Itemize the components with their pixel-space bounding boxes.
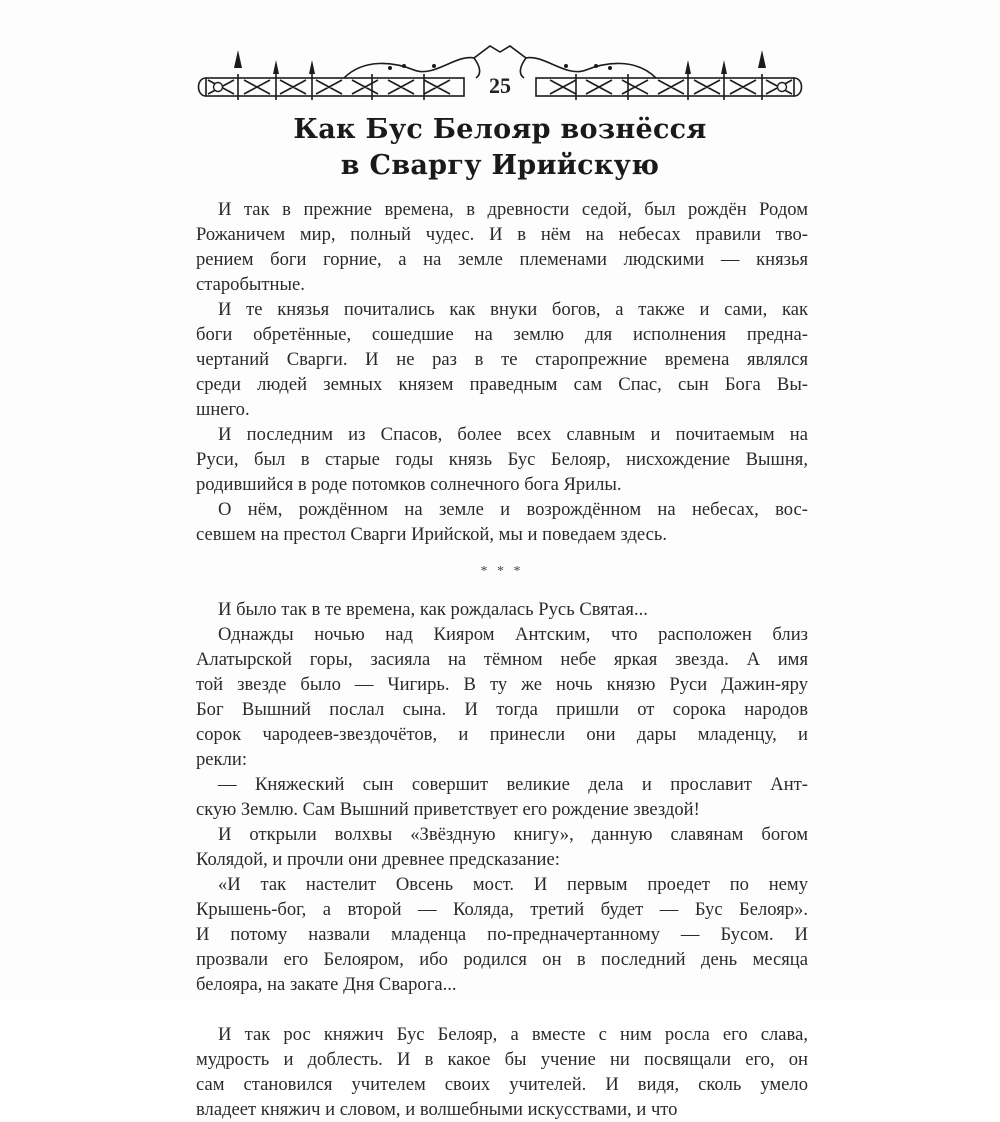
paragraph (196, 872, 808, 997)
text-line: Крышень-бог, а второй — Коляда, третий будет — Бус Белояр». (196, 899, 808, 920)
text-line: Однажды ночью над Кияром Антским, что расположен близ (218, 624, 808, 645)
text-line: Алатырской горы, засияла на тёмном небе яркая звезда. А имя (196, 649, 808, 670)
text-line: О нём, рождённом на земле и возрождённом на небесах, вос- (218, 499, 808, 520)
text-line: И так рос княжич Бус Белояр, а вместе с ним росла его слава, (218, 1024, 808, 1045)
section-2 (196, 597, 808, 997)
paragraph (196, 422, 808, 497)
section-gap (196, 997, 808, 1022)
text-line: рением боги горние, а на земле племенами людскими — князья (196, 249, 808, 270)
text-line: той звезде было — Чигирь. В ту же ночь князю Руси Дажин-яру (196, 674, 808, 695)
text-line: И было так в те времена, как рождалась Русь Святая... (218, 599, 648, 620)
text-line: «И так настелит Овсень мост. И первым проедет по нему (218, 874, 808, 895)
paragraph (196, 622, 808, 772)
paragraph (196, 597, 808, 622)
text-line: чертаний Сварги. И не раз в те старопрежние времена являлся (196, 349, 808, 370)
text-line: прозвали его Белояром, ибо родился он в последний день месяца (196, 949, 808, 970)
text-line: И те князья почитались как внуки богов, а также и сами, как (218, 299, 808, 320)
text-line: скую Землю. Сам Вышний приветствует его рождение звездой! (196, 799, 700, 820)
text-line: И так в прежние времена, в древности седой, был рождён Родом (218, 199, 808, 220)
text-line: шнего. (196, 399, 250, 420)
paragraph (196, 497, 808, 547)
text-line: старобытные. (196, 274, 305, 295)
text-line: белояра, на закате Дня Сварога... (196, 974, 457, 995)
text-line: сорок чародеев-звездочётов, и принесли они дары младенцу, и (196, 724, 808, 745)
section-separator: * * * (480, 564, 524, 579)
paragraph (196, 1022, 808, 1122)
chapter-title-line-2: в Сваргу Ирийскую (340, 150, 660, 181)
chapter-title-line-1: Как Бус Белояр вознёсся (293, 114, 707, 145)
paragraph (196, 197, 808, 297)
text-line: владеет княжич и словом, и волшебными искусствами, и что (196, 1099, 678, 1120)
text-line: И открыли волхвы «Звёздную книгу», данную славянам богом (218, 824, 808, 845)
text-line: сам становился учителем своих учителей. И видя, сколь умело (196, 1074, 808, 1095)
text-line: И потому назвали младенца по-предначертанному — Бусом. И (196, 924, 808, 945)
text-line: Рожаничем мир, полный чудес. И в нём на небесах правили тво- (196, 224, 808, 245)
text-line: среди людей земных князем праведным сам Спас, сын Бога Вы- (196, 374, 808, 395)
body-text (196, 197, 808, 1122)
text-line: И последним из Спасов, более всех славным и почитаемым на (218, 424, 808, 445)
text-line: — Княжеский сын совершит великие дела и прославит Ант- (218, 774, 808, 795)
page-number: 25 (489, 73, 511, 98)
text-line: Руси, был в старые годы князь Бус Белояр, нисхождение Вышня, (196, 449, 808, 470)
paragraph (196, 297, 808, 422)
text-line: рекли: (196, 749, 247, 770)
text-line: родившийся в роде потомков солнечного бога Ярилы. (196, 474, 622, 495)
text-line: севшем на престол Сварги Ирийской, мы и поведаем здесь. (196, 524, 668, 545)
section-1 (196, 197, 808, 547)
text-line: Бог Вышний послал сына. И тогда пришли от сорока народов (196, 699, 808, 720)
section-3 (196, 1022, 808, 1122)
paragraph (196, 822, 808, 872)
text-line: мудрость и доблесть. И в какое бы учение ни посвящали его, он (196, 1049, 808, 1070)
paragraph (196, 772, 808, 822)
text-line: боги обретённые, сошедшие на землю для исполнения предна- (196, 324, 808, 345)
text-line: Колядой, и прочли они древнее предсказание: (196, 849, 560, 870)
